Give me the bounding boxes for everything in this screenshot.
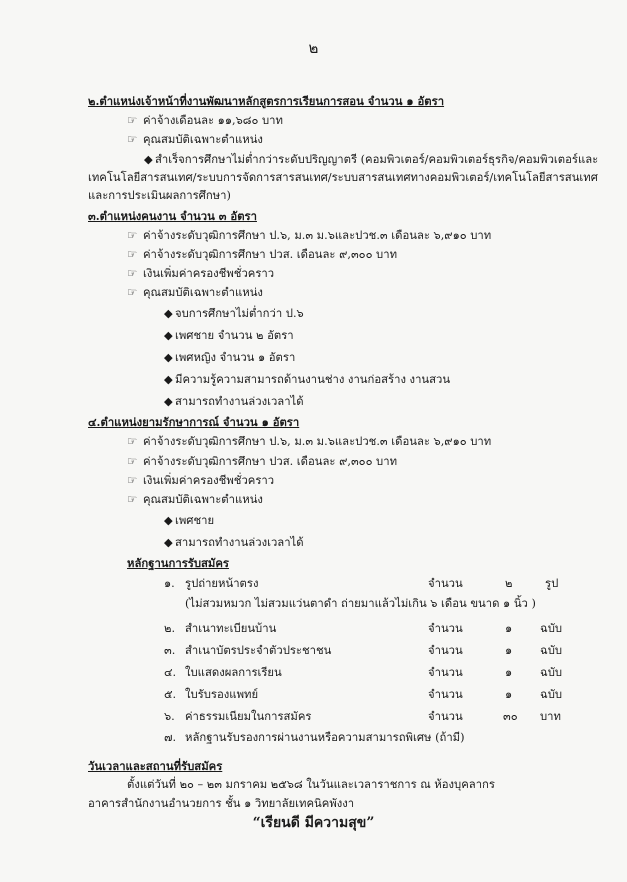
schedule-text: ตั้งแต่วันที่ ๒๐ – ๒๓ มกราคม ๒๕๖๘ ในวันและเวลาราชการ ณ ห้องบุคลากร [127,778,495,791]
schedule-text: อาคารสำนักงานอำนวยการ ชั้น ๑ วิทยาลัยเทคนิคพังงา [88,797,355,810]
doc-label: จำนวน [428,688,463,701]
sub-item: ◆ จบการศึกษาไม่ต่ำกว่า ป.๖ [164,307,304,320]
diamond-icon: ◆ [164,514,173,527]
doc-label: จำนวน [428,577,463,590]
doc-unit: ฉบับ [540,666,563,679]
diamond-icon: ◆ [164,373,173,386]
doc-qty: ๒ [505,577,513,590]
pointing-hand-icon: ☞ [127,474,138,487]
sub-item: ◆ เพศหญิง จำนวน ๑ อัตรา [164,351,296,364]
section-heading: ๒.ตำแหน่งเจ้าหน้าที่งานพัฒนาหลักสูตรการเรียนการสอน จำนวน ๑ อัตรา [88,94,445,108]
doc-note: (ไม่สวมหมวก ไม่สวมแว่นตาดำ ถ่ายมาแล้วไม่เกิน ๖ เดือน ขนาด ๑ นิ้ว ) [185,597,536,610]
doc-qty: ๑ [505,688,513,701]
list-item: ☞ คุณสมบัติเฉพาะตำแหน่ง [127,493,263,506]
doc-item: สำเนาทะเบียนบ้าน [185,622,277,635]
doc-label: จำนวน [428,644,463,657]
doc-label: จำนวน [428,666,463,679]
doc-qty: ๑ [505,622,513,635]
list-item: ☞ เงินเพิ่มค่าครองชีพชั่วคราว [127,474,275,487]
pointing-hand-icon: ☞ [127,435,138,448]
schedule-heading: วันเวลาและสถานที่รับสมัคร [88,759,223,773]
list-item: ☞ เงินเพิ่มค่าครองชีพชั่วคราว [127,267,275,280]
diamond-icon: ◆ [164,307,173,320]
diamond-icon: ◆ [164,351,173,364]
doc-number: ๓. [164,644,176,657]
documents-heading: หลักฐานการรับสมัคร [127,556,229,570]
qualification-text: ◆ สำเร็จการศึกษาไม่ต่ำกว่าระดับปริญญาตรี (คอมพิวเตอร์/คอมพิวเตอร์ธุรกิจ/คอมพิวเตอร์และ [144,153,599,166]
diamond-icon: ◆ [144,153,153,166]
pointing-hand-icon: ☞ [127,248,138,261]
section-heading: ๔.ตำแหน่งยามรักษาการณ์ จำนวน ๑ อัตรา [88,415,300,429]
list-item: ☞ ค่าจ้างระดับวุฒิการศึกษา ป.๖, ม.๓ ม.๖และปวช.๓ เดือนละ ๖,๙๑๐ บาท [127,435,492,448]
pointing-hand-icon: ☞ [127,229,138,242]
diamond-icon: ◆ [164,536,173,549]
doc-number: ๒. [164,622,176,635]
pointing-hand-icon: ☞ [127,455,138,468]
doc-number: ๑. [164,577,175,590]
doc-number: ๖. [164,710,175,723]
sub-item: ◆ เพศชาย [164,514,215,527]
diamond-icon: ◆ [164,329,173,342]
doc-number: ๔. [164,666,177,679]
doc-qty: ๓๐ [503,710,518,723]
pointing-hand-icon: ☞ [127,493,138,506]
doc-unit: บาท [540,710,561,723]
diamond-icon: ◆ [164,395,173,408]
doc-number: ๕. [164,688,177,701]
list-item: ☞ คุณสมบัติเฉพาะตำแหน่ง [127,133,263,146]
doc-item: ค่าธรรมเนียมในการสมัคร [185,710,312,723]
list-item: ☞ ค่าจ้างระดับวุฒิการศึกษา ป.๖, ม.๓ ม.๖และปวช.๓ เดือนละ ๖,๙๑๐ บาท [127,229,492,242]
sub-item: ◆ เพศชาย จำนวน ๒ อัตรา [164,329,294,342]
pointing-hand-icon: ☞ [127,267,138,280]
pointing-hand-icon: ☞ [127,133,138,146]
list-item: ☞ ค่าจ้างระดับวุฒิการศึกษา ปวส. เดือนละ ๙,๓๐๐ บาท [127,248,398,261]
list-item: ☞ คุณสมบัติเฉพาะตำแหน่ง [127,286,263,299]
doc-label: จำนวน [428,622,463,635]
pointing-hand-icon: ☞ [127,114,138,127]
doc-label: จำนวน [428,710,463,723]
qualification-text: และการประเมินผลการศึกษา) [88,189,231,202]
list-item: ☞ ค่าจ้างเดือนละ ๑๑,๖๘๐ บาท [127,114,283,127]
qualification-text: เทคโนโลยีสารสนเทศ/ระบบการจัดการสารสนเทศ/ระบบสารสนเทศทางคอมพิวเตอร์/เทคโนโลยีสารสนเทศ [88,171,598,184]
doc-qty: ๑ [505,644,513,657]
doc-item: รูปถ่ายหน้าตรง [185,577,259,590]
motto: “เรียนดี มีความสุข” [252,815,375,831]
list-item: ☞ ค่าจ้างระดับวุฒิการศึกษา ปวส. เดือนละ ๙,๓๐๐ บาท [127,455,398,468]
doc-item: ใบรับรองแพทย์ [185,688,259,701]
sub-item: ◆ มีความรู้ความสามารถด้านงานช่าง งานก่อสร้าง งานสวน [164,373,451,386]
doc-unit: ฉบับ [540,688,563,701]
doc-unit: รูป [545,577,559,590]
doc-unit: ฉบับ [540,644,563,657]
doc-item: สำเนาบัตรประจำตัวประชาชน [185,644,332,657]
pointing-hand-icon: ☞ [127,286,138,299]
doc-item: ใบแสดงผลการเรียน [185,666,282,679]
doc-number: ๗. [164,731,177,744]
doc-qty: ๑ [505,666,513,679]
doc-item: หลักฐานรับรองการผ่านงานหรือความสามารถพิเศษ (ถ้ามี) [185,731,465,744]
page-number: ๒ [308,39,319,57]
doc-unit: ฉบับ [540,622,563,635]
sub-item: ◆ สามารถทำงานล่วงเวลาได้ [164,536,304,549]
section-heading: ๓.ตำแหน่งคนงาน จำนวน ๓ อัตรา [88,209,257,223]
sub-item: ◆ สามารถทำงานล่วงเวลาได้ [164,395,304,408]
